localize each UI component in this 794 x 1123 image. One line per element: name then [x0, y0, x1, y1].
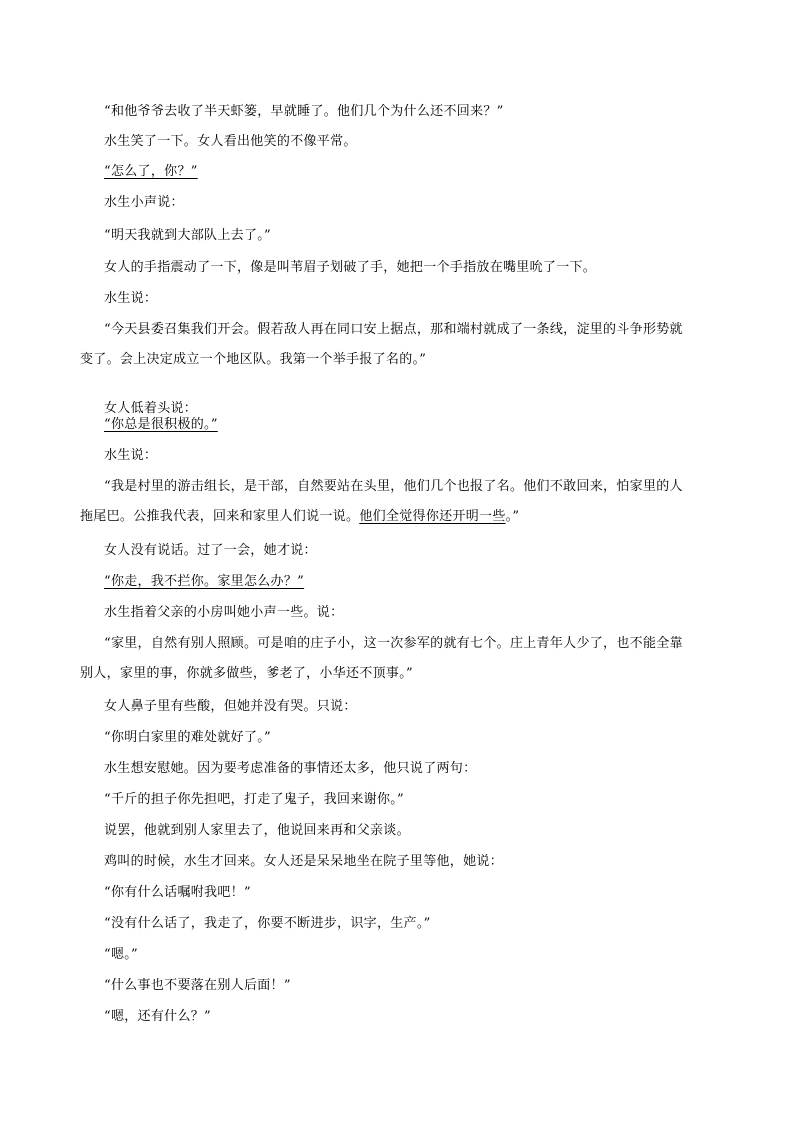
paragraph: 鸡叫的时候，水生才回来。女人还是呆呆地坐在院子里等他，她说：	[104, 854, 504, 869]
paragraph: 水生想安慰她。因为要考虑准备的事情还太多，他只说了两句：	[104, 761, 477, 776]
underlined-sentence: “你走，我不拦你。家里怎么办？”	[104, 574, 305, 589]
paragraph: 水生说：	[104, 291, 158, 306]
sentence: 拖尾巴。公推我代表，回来和家里人们说一说。	[80, 509, 360, 524]
paragraph: 说罢，他就到别人家里去了，他说回来再和父亲谈。	[104, 823, 410, 838]
paragraph: 水生指着父亲的小房叫她小声一些。说：	[104, 605, 344, 620]
underlined-sentence: “你总是很积极的。”	[104, 417, 218, 432]
paragraph: 水生说：	[104, 448, 158, 463]
paragraph-line	[80, 502, 724, 532]
paragraph: 女人鼻子里有些酸，但她并没有哭。只说：	[104, 699, 357, 714]
paragraph: “嗯。”	[104, 947, 138, 962]
paragraph: 水生笑了一下。女人看出他笑的不像平常。	[104, 134, 357, 149]
paragraph: “没有什么话了，我走了，你要不断进步，识字，生产。”	[104, 916, 431, 931]
paragraph	[104, 157, 724, 187]
paragraph	[104, 410, 724, 440]
paragraph-multiline	[80, 472, 724, 532]
paragraph-multiline	[80, 315, 724, 375]
paragraph-line: “今天县委召集我们开会。假若敌人再在同口安上据点，那和端村就成了一条线，淀里的斗争形势就	[104, 322, 683, 337]
paragraph-line: “家里，自然有别人照顾。可是咱的庄子小，这一次参军的就有七个。庄上青年人少了，也不能全靠	[104, 636, 683, 651]
paragraph: 女人的手指震动了一下，像是叫苇眉子划破了手，她把一个手指放在嘴里吮了一下。	[104, 260, 597, 275]
paragraph: 女人没有说话。过了一会，她才说：	[104, 543, 317, 558]
paragraph: 女人低着头说：	[104, 401, 198, 416]
paragraph-multiline	[80, 629, 724, 689]
underlined-sentence: 他们全觉得你还开明一些	[359, 509, 506, 524]
paragraph: “你明白家里的难处就好了。”	[104, 730, 271, 745]
paragraph-line: 变了。会上决定成立一个地区队。我第一个举手报了名的。”	[80, 352, 427, 367]
paragraph-line: “我是村里的游击组长，是干部，自然要站在头里，他们几个也报了名。他们不敢回来，怕家里的人	[104, 479, 683, 494]
paragraph: “和他爷爷去收了半天虾篓，早就睡了。他们几个为什么还不回来？”	[104, 104, 504, 119]
paragraph	[104, 567, 724, 597]
paragraph: “你有什么话嘱咐我吧！”	[104, 885, 251, 900]
paragraph: “千斤的担子你先担吧，打走了鬼子，我回来谢你。”	[104, 792, 404, 807]
paragraph: “嗯，还有什么？”	[104, 1009, 211, 1024]
paragraph: 水生小声说：	[104, 195, 184, 210]
sentence-end: 。”	[505, 509, 520, 524]
underlined-sentence: “怎么了，你？”	[104, 164, 198, 179]
paragraph: “什么事也不要落在别人后面！”	[104, 978, 291, 993]
paragraph: “明天我就到大部队上去了。”	[104, 228, 271, 243]
paragraph-line: 别人，家里的事，你就多做些，爹老了，小华还不顶事。”	[80, 666, 413, 681]
